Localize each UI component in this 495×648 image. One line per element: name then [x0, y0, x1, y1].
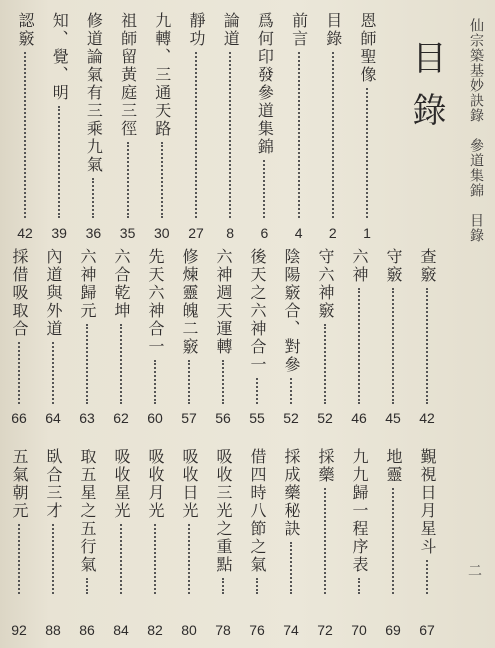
toc-entry [249, 248, 265, 408]
toc-entry-title: 先天六神合一 [146, 248, 165, 356]
toc-entry-title: 查竅 [418, 248, 437, 284]
toc-entry-title: 六合乾坤 [112, 248, 131, 320]
toc-entry [215, 448, 231, 598]
toc-entry [325, 12, 341, 222]
toc-entry [291, 12, 307, 222]
toc-dot-leader [426, 560, 428, 594]
toc-entry-title: 後天之六神合一 [248, 248, 267, 374]
toc-entry-title: 取五星之五行氣 [78, 448, 97, 574]
toc-entry-page: 72 [317, 622, 333, 638]
toc-entry [385, 448, 401, 598]
toc-entry [84, 12, 104, 222]
toc-entry [221, 12, 241, 222]
toc-entry-page: 63 [79, 410, 95, 426]
toc-entry [113, 248, 129, 408]
toc-entry [120, 12, 136, 222]
toc-dot-leader [195, 52, 197, 218]
toc-dot-leader [358, 578, 360, 594]
toc-dot-leader [120, 324, 122, 404]
toc-entry [359, 12, 375, 222]
toc-entry-page: 39 [51, 225, 67, 241]
toc-entry [79, 448, 95, 598]
toc-dot-leader [324, 324, 326, 404]
toc-entry-title: 爲何印發參道集錦 [255, 12, 275, 156]
toc-entry-page: 82 [147, 622, 163, 638]
toc-entry-title: 採藥 [316, 448, 335, 484]
toc-entry-page: 86 [79, 622, 95, 638]
toc-dot-leader [298, 52, 300, 218]
toc-entry-title: 吸收星光 [112, 448, 131, 520]
toc-entry-page: 74 [283, 622, 299, 638]
toc-entry-title: 六神歸元 [78, 248, 97, 320]
toc-entry-page: 46 [351, 410, 367, 426]
toc-entry-page: 76 [249, 622, 265, 638]
toc-entry-page: 67 [419, 622, 435, 638]
toc-dot-leader [154, 524, 156, 594]
toc-entry-title: 採成藥秘訣 [282, 448, 301, 538]
toc-entry [215, 248, 231, 408]
toc-entry-page: 62 [113, 410, 129, 426]
toc-entry-page: 78 [215, 622, 231, 638]
toc-dot-leader [256, 378, 258, 404]
toc-entry [283, 248, 299, 408]
toc-entry-title: 九九歸一程序表 [350, 448, 369, 574]
toc-dot-leader [127, 142, 129, 218]
toc-entry-title: 吸收月光 [146, 448, 165, 520]
toc-dot-leader [256, 578, 258, 594]
toc-entry-title: 借四時八節之氣 [248, 448, 267, 574]
toc-entry [188, 12, 204, 222]
toc-dot-leader [92, 178, 94, 218]
toc-entry-page: 55 [249, 410, 265, 426]
toc-dot-leader [290, 542, 292, 594]
toc-entry-page: 8 [226, 225, 235, 241]
toc-entry-title: 吸收日光 [180, 448, 199, 520]
toc-dot-leader [426, 288, 428, 404]
toc-entry-page: 42 [419, 410, 435, 426]
toc-dot-leader [58, 106, 60, 218]
toc-entry [283, 448, 299, 598]
toc-entry-title: 論道 [221, 12, 241, 48]
toc-dot-leader [86, 324, 88, 404]
toc-dot-leader [392, 288, 394, 404]
toc-entry [11, 448, 27, 598]
toc-entry [79, 248, 95, 408]
toc-entry [385, 248, 401, 408]
toc-entry-page: 52 [283, 410, 299, 426]
toc-dot-leader [18, 524, 20, 594]
toc-entry-page: 4 [294, 225, 303, 241]
toc-entry [351, 448, 367, 598]
toc-entry [113, 448, 129, 598]
toc-entry [255, 12, 275, 222]
toc-entry-title: 祖師留黃庭三徑 [118, 12, 138, 138]
toc-entry-page: 6 [260, 225, 269, 241]
toc-dot-leader [52, 524, 54, 594]
toc-entry-page: 45 [385, 410, 401, 426]
toc-entry-title: 九轉、三通天路 [152, 12, 172, 138]
toc-dot-leader [229, 52, 231, 218]
toc-entry-title: 認竅 [16, 12, 35, 48]
toc-entry [11, 248, 27, 408]
toc-entry-title: 靜功 [187, 12, 206, 48]
toc-entry-page: 52 [317, 410, 333, 426]
toc-entry [147, 448, 163, 598]
toc-dot-leader [52, 342, 54, 404]
toc-dot-leader [222, 578, 224, 594]
toc-entry-page: 36 [85, 225, 102, 241]
toc-entry [154, 12, 170, 222]
toc-entry-page: 64 [45, 410, 61, 426]
toc-entry [249, 448, 265, 598]
toc-entry-title: 地靈 [384, 448, 403, 484]
toc-entry-page: 80 [181, 622, 197, 638]
book-header: 仙宗築基妙訣錄 參道集錦 目錄 [468, 18, 484, 243]
toc-entry-title: 目錄 [323, 12, 343, 48]
toc-entry-page: 84 [113, 622, 129, 638]
toc-entry-page: 70 [351, 622, 367, 638]
toc-entry-title: 守竅 [384, 248, 403, 284]
toc-entry-page: 30 [154, 225, 170, 241]
toc-entry-page: 56 [215, 410, 231, 426]
toc-entry [317, 248, 333, 408]
toc-entry [50, 12, 70, 222]
toc-entry-page: 57 [181, 410, 197, 426]
toc-entry-page: 60 [147, 410, 163, 426]
toc-entry-title: 守六神竅 [316, 248, 335, 320]
toc-entry [419, 248, 435, 408]
toc-dot-leader [154, 360, 156, 404]
page-title: 目錄 [406, 40, 446, 144]
toc-dot-leader [188, 524, 190, 594]
toc-entry-title: 吸收三光之重點 [214, 448, 233, 574]
toc-entry-title: 五氣朝元 [10, 448, 29, 520]
toc-entry-page: 69 [385, 622, 401, 638]
toc-entry-title: 前言 [289, 12, 309, 48]
toc-entry-page: 66 [11, 410, 27, 426]
toc-entry-page: 88 [45, 622, 61, 638]
toc-entry [351, 248, 367, 408]
toc-entry-page: 35 [119, 225, 136, 241]
toc-dot-leader [366, 88, 368, 218]
toc-entry-title: 修煉靈魄二竅 [180, 248, 199, 356]
toc-dot-leader [120, 524, 122, 594]
toc-dot-leader [324, 488, 326, 594]
toc-dot-leader [263, 160, 265, 218]
toc-entry-title: 內道與外道 [44, 248, 63, 338]
toc-dot-leader [86, 578, 88, 594]
toc-entry-title: 採借吸取合 [10, 248, 29, 338]
toc-dot-leader [290, 378, 292, 404]
toc-entry-page: 2 [328, 225, 337, 241]
toc-dot-leader [18, 342, 20, 404]
toc-entry-title: 修道論氣有三乘九氣 [84, 12, 104, 174]
toc-entry-title: 六神週天運轉 [214, 248, 233, 356]
toc-entry [317, 448, 333, 598]
toc-entry-page: 1 [363, 225, 371, 241]
toc-entry-title: 恩師聖像 [358, 12, 377, 84]
toc-entry [147, 248, 163, 408]
toc-entry [45, 448, 61, 598]
toc-entry [45, 248, 61, 408]
toc-dot-leader [332, 52, 334, 218]
toc-entry-title: 六神 [350, 248, 369, 284]
toc-entry [17, 12, 33, 222]
toc-entry [181, 248, 197, 408]
toc-entry-title: 覲視日月星斗 [418, 448, 437, 556]
page-number: 二 [466, 563, 482, 577]
toc-entry [181, 448, 197, 598]
toc-entry-title: 陰陽竅合、對參 [282, 248, 301, 374]
toc-dot-leader [24, 52, 26, 218]
toc-dot-leader [188, 360, 190, 404]
toc-entry [419, 448, 435, 598]
toc-entry-page: 92 [11, 622, 27, 638]
toc-entry-title: 臥合三才 [44, 448, 63, 520]
toc-entry-page: 27 [188, 225, 204, 241]
toc-dot-leader [222, 360, 224, 404]
toc-entry-page: 42 [17, 225, 33, 241]
toc-entry-title: 知、覺、明 [50, 12, 70, 102]
toc-dot-leader [161, 142, 163, 218]
toc-dot-leader [392, 488, 394, 594]
toc-dot-leader [358, 288, 360, 404]
